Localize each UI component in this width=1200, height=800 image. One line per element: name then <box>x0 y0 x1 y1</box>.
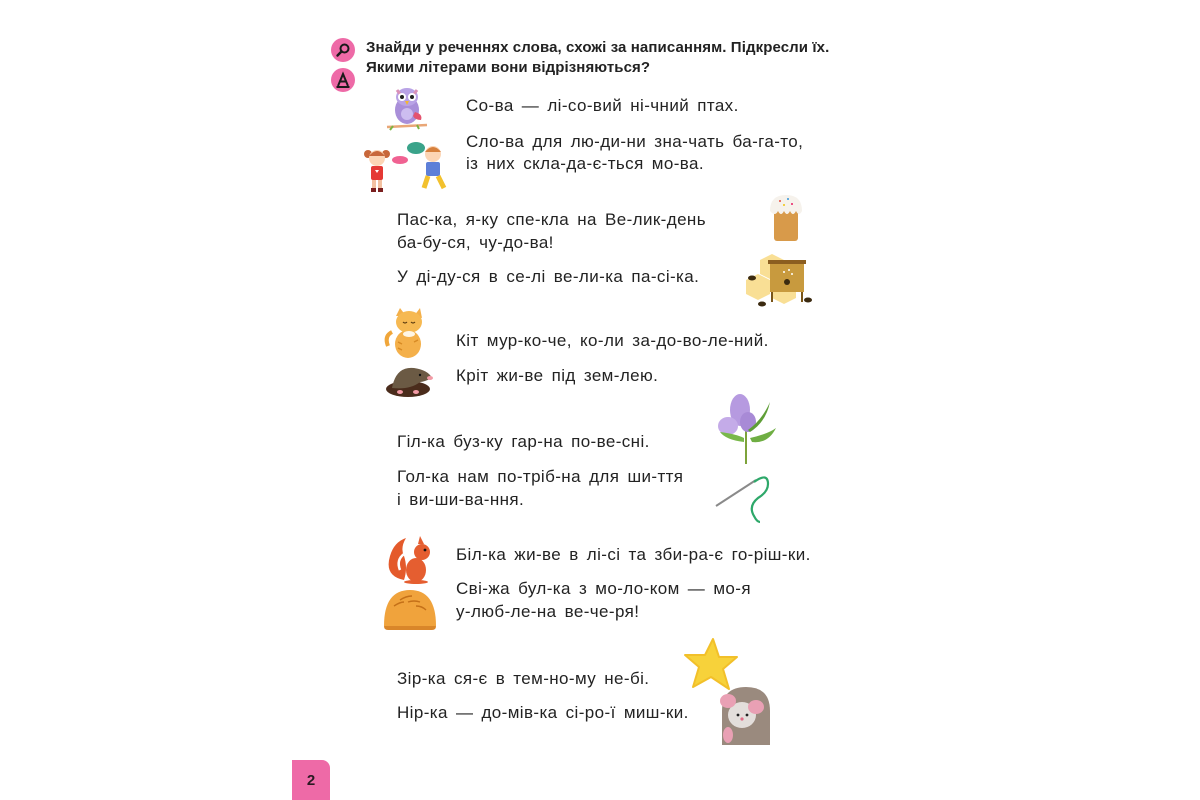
bun-illustration <box>382 588 438 632</box>
sentence-line: Біл-ка жи-ве в лі-сі та зби-ра-є го-ріш-ки. <box>456 545 811 564</box>
page-number-text: 2 <box>306 771 316 789</box>
sentence-line: Сві-жа бул-ка з мо-ло-ком — мо-я <box>456 579 751 598</box>
task-line-2: Якими літерами вони відрізняються? <box>366 59 651 76</box>
owl-illustration <box>385 84 429 132</box>
sentence-line: Сло-ва для лю-ди-ни зна-чать ба-га-то, <box>466 132 804 151</box>
sentence-line: Нір-ка — до-мів-ка сі-ро-ї миш-ки. <box>397 703 689 722</box>
sentence-line: і ви-ши-ва-ння. <box>397 490 525 509</box>
sentence-line: у-люб-ле-на ве-че-ря! <box>456 602 640 621</box>
sentence-line: ба-бу-ся, чу-до-ва! <box>397 233 554 252</box>
talking-children-illustration <box>362 140 450 196</box>
sentence-line: Кіт мур-ко-че, ко-ли за-до-во-ле-ний. <box>456 331 769 350</box>
needle-thread-illustration <box>714 474 774 524</box>
beehive-illustration <box>742 250 812 310</box>
letter-a-icon <box>331 68 355 92</box>
sentence-line: Со-ва — лі-со-вий ні-чний птах. <box>466 96 739 115</box>
magnifier-icon <box>331 38 355 62</box>
easter-bread-illustration <box>766 193 806 243</box>
sentence-line: Гол-ка нам по-тріб-на для ши-ття <box>397 467 684 486</box>
sentence-line: Пас-ка, я-ку спе-кла на Ве-лик-день <box>397 210 706 229</box>
sentence-line: Кріт жи-ве під зем-лею. <box>456 366 659 385</box>
mouse-burrow-illustration <box>720 685 772 747</box>
cat-illustration <box>384 306 428 360</box>
squirrel-illustration <box>386 534 434 584</box>
task-line-1: Знайди у реченнях слова, схожі за написанням. Підкресли їх. <box>366 39 830 56</box>
sentence-line: Гіл-ка буз-ку гар-на по-ве-сні. <box>397 432 650 451</box>
sentence-line: Зір-ка ся-є в тем-но-му не-бі. <box>397 669 650 688</box>
sentence-line: із них скла-да-є-ться мо-ва. <box>466 154 705 173</box>
mole-illustration <box>384 362 434 398</box>
sentence-line: У ді-ду-ся в се-лі ве-ли-ка па-сі-ка. <box>397 267 700 286</box>
task-instruction <box>366 38 829 78</box>
lilac-branch-illustration <box>716 392 778 464</box>
star-illustration <box>683 637 739 691</box>
page-number <box>292 760 330 800</box>
